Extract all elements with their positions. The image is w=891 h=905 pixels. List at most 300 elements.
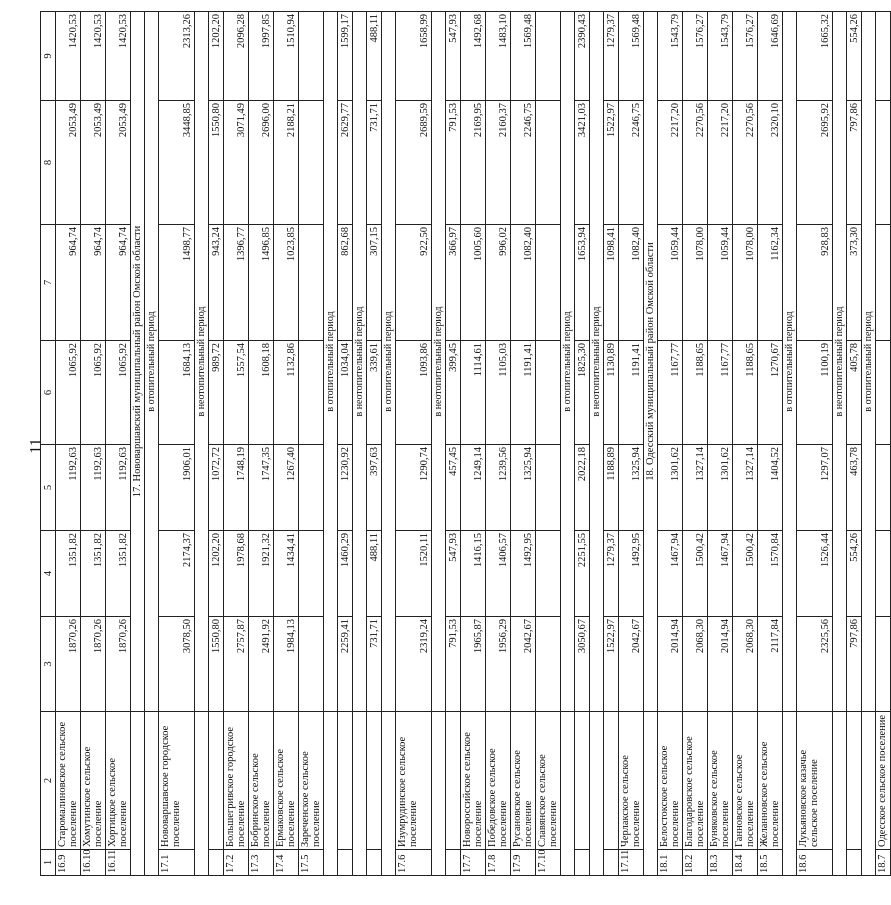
value-cell: 1825,30 [575, 341, 590, 445]
value-cell [536, 12, 561, 101]
value-cell: 1082,40 [619, 225, 644, 341]
period-label: в неотопительный период [432, 12, 446, 712]
value-cell: 2042,67 [619, 617, 644, 712]
settlement-name: Изумрудинское сельское поселение [396, 712, 432, 850]
value-cell: 1906,01 [159, 445, 195, 531]
value-cell [299, 101, 324, 225]
tariff-table [40, 11, 891, 876]
column-number: 2 [41, 712, 56, 850]
settlement-name: Зареченское сельское поселение [299, 712, 324, 850]
table-row [274, 12, 299, 876]
value-cell: 1520,11 [396, 531, 432, 617]
value-cell: 1059,44 [708, 225, 733, 341]
value-cell: 3050,67 [575, 617, 590, 712]
settlement-name: Хортицкое сельское поселение [106, 712, 131, 850]
table-row [733, 12, 758, 876]
value-cell: 1420,53 [106, 12, 131, 101]
blank-cell [862, 712, 876, 876]
column-number: 1 [41, 850, 56, 876]
value-cell: 1100,19 [797, 341, 833, 445]
blank-cell [561, 712, 575, 876]
column-number: 7 [41, 225, 56, 341]
value-cell: 1093,86 [396, 341, 432, 445]
value-cell: 1191,41 [511, 341, 536, 445]
value-cell: 1072,72 [209, 445, 224, 531]
settlement-name [847, 712, 862, 850]
row-number: 17.5 [299, 850, 324, 876]
blank-cell [324, 712, 338, 876]
value-cell: 2695,92 [797, 101, 833, 225]
value-cell: 1327,14 [733, 445, 758, 531]
table-row [159, 12, 195, 876]
settlement-name: Победовское сельское поселение [486, 712, 511, 850]
value-cell: 1325,94 [511, 445, 536, 531]
value-cell: 1921,32 [249, 531, 274, 617]
value-cell: 307,15 [367, 225, 382, 341]
column-number: 3 [41, 617, 56, 712]
value-cell: 1550,80 [209, 101, 224, 225]
row-number: 18.7 [876, 850, 891, 876]
value-cell: 1978,68 [224, 531, 249, 617]
value-cell: 339,61 [367, 341, 382, 445]
value-cell: 1065,92 [56, 341, 81, 445]
row-number: 18.2 [683, 850, 708, 876]
period-label: в отопительный период [862, 12, 876, 712]
table-row [575, 12, 590, 876]
value-cell: 1460,29 [338, 531, 353, 617]
value-cell: 1498,77 [159, 225, 195, 341]
row-number [575, 850, 590, 876]
value-cell: 1543,79 [708, 12, 733, 101]
value-cell: 2320,10 [758, 101, 783, 225]
value-cell: 1434,41 [274, 531, 299, 617]
period-label: в неотопительный период [590, 12, 604, 712]
table-row [847, 12, 862, 876]
value-cell: 1105,03 [486, 341, 511, 445]
value-cell: 964,74 [106, 225, 131, 341]
value-cell: 1500,42 [683, 531, 708, 617]
value-cell: 1249,14 [461, 445, 486, 531]
value-cell: 1420,53 [56, 12, 81, 101]
value-cell: 1270,67 [758, 341, 783, 445]
value-cell: 2068,30 [683, 617, 708, 712]
value-cell: 2188,21 [274, 101, 299, 225]
value-cell: 989,72 [209, 341, 224, 445]
settlement-name: Старомалиновское сельское поселение [56, 712, 81, 850]
period-label: в отопительный период [145, 12, 159, 712]
column-number: 9 [41, 12, 56, 101]
table-body [41, 12, 891, 876]
value-cell: 797,86 [847, 617, 862, 712]
value-cell: 1997,85 [249, 12, 274, 101]
table-row [338, 12, 353, 876]
value-cell: 2174,37 [159, 531, 195, 617]
table-row [461, 12, 486, 876]
table-row [876, 12, 891, 876]
value-cell: 1114,61 [461, 341, 486, 445]
table-row [446, 12, 461, 876]
value-cell [299, 341, 324, 445]
value-cell: 1005,60 [461, 225, 486, 341]
blank-cell [131, 712, 145, 876]
value-cell [299, 225, 324, 341]
value-cell: 373,30 [847, 225, 862, 341]
value-cell: 1747,35 [249, 445, 274, 531]
value-cell: 1557,54 [224, 341, 249, 445]
value-cell: 1984,13 [274, 617, 299, 712]
row-number [604, 850, 619, 876]
value-cell: 3071,49 [224, 101, 249, 225]
value-cell: 1191,41 [619, 341, 644, 445]
period-label: в неотопительный период [353, 12, 367, 712]
row-number: 16.10 [81, 850, 106, 876]
value-cell: 1351,82 [56, 531, 81, 617]
value-cell: 1569,48 [619, 12, 644, 101]
value-cell: 1965,87 [461, 617, 486, 712]
value-cell: 922,50 [396, 225, 432, 341]
value-cell: 2270,56 [683, 101, 708, 225]
value-cell: 1467,94 [658, 531, 683, 617]
value-cell: 2246,75 [511, 101, 536, 225]
row-number [338, 850, 353, 876]
table-row [511, 12, 536, 876]
value-cell: 1034,04 [338, 341, 353, 445]
value-cell: 1267,40 [274, 445, 299, 531]
settlement-name: Хомутинское сельское поселение [81, 712, 106, 850]
value-cell: 1167,77 [658, 341, 683, 445]
value-cell: 547,93 [446, 531, 461, 617]
settlement-name [209, 712, 224, 850]
value-cell: 2117,84 [758, 617, 783, 712]
value-cell [536, 225, 561, 341]
period-label-row [432, 12, 446, 876]
value-cell: 1230,92 [338, 445, 353, 531]
table-row [299, 12, 324, 876]
value-cell: 2014,94 [708, 617, 733, 712]
table-row [604, 12, 619, 876]
value-cell: 2689,59 [396, 101, 432, 225]
value-cell: 1202,20 [209, 531, 224, 617]
value-cell: 1500,42 [733, 531, 758, 617]
value-cell: 1290,74 [396, 445, 432, 531]
value-cell [299, 531, 324, 617]
table-row [708, 12, 733, 876]
value-cell [536, 445, 561, 531]
value-cell: 862,68 [338, 225, 353, 341]
period-label: в отопительный период [382, 12, 396, 712]
period-label-row [324, 12, 338, 876]
value-cell: 1956,29 [486, 617, 511, 712]
value-cell: 731,71 [367, 617, 382, 712]
row-number: 17.3 [249, 850, 274, 876]
row-number: 17.8 [486, 850, 511, 876]
row-number: 18.3 [708, 850, 733, 876]
value-cell: 1550,80 [209, 617, 224, 712]
table-row [658, 12, 683, 876]
value-cell: 1279,37 [604, 12, 619, 101]
settlement-name: Желанновское сельское поселение [758, 712, 783, 850]
period-label-row [561, 12, 575, 876]
value-cell: 1202,20 [209, 12, 224, 101]
row-number: 18.1 [658, 850, 683, 876]
row-number: 16.9 [56, 850, 81, 876]
row-number: 17.9 [511, 850, 536, 876]
value-cell: 1483,10 [486, 12, 511, 101]
value-cell [876, 617, 891, 712]
value-cell: 2629,77 [338, 101, 353, 225]
value-cell: 1420,53 [81, 12, 106, 101]
settlement-name [446, 712, 461, 850]
value-cell: 1132,86 [274, 341, 299, 445]
value-cell: 1351,82 [106, 531, 131, 617]
value-cell: 1188,65 [683, 341, 708, 445]
value-cell: 1496,85 [249, 225, 274, 341]
value-cell: 1167,77 [708, 341, 733, 445]
value-cell: 2014,94 [658, 617, 683, 712]
value-cell: 457,45 [446, 445, 461, 531]
settlement-name: Белостокское сельское поселение [658, 712, 683, 850]
value-cell: 1570,84 [758, 531, 783, 617]
value-cell: 2325,56 [797, 617, 833, 712]
settlement-name: Славянское сельское поселение [536, 712, 561, 850]
value-cell: 554,26 [847, 531, 862, 617]
value-cell [876, 445, 891, 531]
value-cell: 3448,85 [159, 101, 195, 225]
value-cell: 1658,99 [396, 12, 432, 101]
value-cell: 1870,26 [106, 617, 131, 712]
value-cell: 1192,63 [81, 445, 106, 531]
value-cell: 996,02 [486, 225, 511, 341]
value-cell: 1684,13 [159, 341, 195, 445]
period-label-row [833, 12, 847, 876]
settlement-name [575, 712, 590, 850]
settlement-name [604, 712, 619, 850]
period-label: в отопительный период [324, 12, 338, 712]
value-cell: 1522,97 [604, 101, 619, 225]
value-cell: 1492,95 [511, 531, 536, 617]
value-cell: 2053,49 [56, 101, 81, 225]
table-row [396, 12, 432, 876]
settlement-name: Новороссийское сельское поселение [461, 712, 486, 850]
row-number: 17.11 [619, 850, 644, 876]
value-cell: 1239,56 [486, 445, 511, 531]
value-cell [876, 225, 891, 341]
table-row [536, 12, 561, 876]
value-cell: 2169,95 [461, 101, 486, 225]
column-number-row [41, 12, 56, 876]
column-number: 8 [41, 101, 56, 225]
table-row [758, 12, 783, 876]
blank-cell [145, 712, 159, 876]
value-cell: 1467,94 [708, 531, 733, 617]
period-label: в неотопительный период [195, 12, 209, 712]
value-cell: 1059,44 [658, 225, 683, 341]
value-cell: 2160,37 [486, 101, 511, 225]
table-row [81, 12, 106, 876]
settlement-name: Бобринское сельское поселение [249, 712, 274, 850]
settlement-name: Благодаровское сельское поселение [683, 712, 708, 850]
blank-cell [195, 712, 209, 876]
value-cell: 2390,43 [575, 12, 590, 101]
column-number: 5 [41, 445, 56, 531]
period-label: в неотопительный период [833, 12, 847, 712]
value-cell: 1325,94 [619, 445, 644, 531]
table-row [224, 12, 249, 876]
value-cell: 1748,19 [224, 445, 249, 531]
row-number [847, 850, 862, 876]
value-cell: 1078,00 [733, 225, 758, 341]
value-cell: 1404,52 [758, 445, 783, 531]
row-number [209, 850, 224, 876]
blank-cell [382, 712, 396, 876]
value-cell: 1653,94 [575, 225, 590, 341]
value-cell: 1492,68 [461, 12, 486, 101]
page-number: 11 [27, 438, 45, 454]
value-cell: 1396,77 [224, 225, 249, 341]
value-cell: 1406,57 [486, 531, 511, 617]
value-cell: 2217,20 [708, 101, 733, 225]
value-cell: 797,86 [847, 101, 862, 225]
section-heading-row [644, 12, 658, 876]
period-label-row [145, 12, 159, 876]
section-heading: 18. Одесский муниципальный район Омской области [644, 12, 658, 712]
table-row [619, 12, 644, 876]
value-cell: 964,74 [81, 225, 106, 341]
value-cell: 1130,89 [604, 341, 619, 445]
section-heading: 17. Нововаршавский муниципальный район Омской области [131, 12, 145, 712]
table-row [106, 12, 131, 876]
table-row [56, 12, 81, 876]
value-cell: 2313,26 [159, 12, 195, 101]
value-cell: 1576,27 [683, 12, 708, 101]
period-label-row [353, 12, 367, 876]
blank-cell [432, 712, 446, 876]
blank-cell [590, 712, 604, 876]
value-cell: 1526,44 [797, 531, 833, 617]
period-label: в отопительный период [561, 12, 575, 712]
value-cell: 3078,50 [159, 617, 195, 712]
value-cell: 3421,03 [575, 101, 590, 225]
value-cell: 2053,49 [106, 101, 131, 225]
table-row [249, 12, 274, 876]
value-cell: 2270,56 [733, 101, 758, 225]
settlement-name: Большегривское городское поселение [224, 712, 249, 850]
column-number: 4 [41, 531, 56, 617]
value-cell: 397,63 [367, 445, 382, 531]
value-cell [536, 617, 561, 712]
table-row [209, 12, 224, 876]
value-cell: 2246,75 [619, 101, 644, 225]
table-row [683, 12, 708, 876]
row-number: 16.11 [106, 850, 131, 876]
blank-cell [644, 712, 658, 876]
value-cell [876, 101, 891, 225]
value-cell: 1522,97 [604, 617, 619, 712]
value-cell: 791,53 [446, 617, 461, 712]
value-cell: 2053,49 [81, 101, 106, 225]
period-label: в отопительный период [783, 12, 797, 712]
value-cell: 1492,95 [619, 531, 644, 617]
value-cell: 1188,65 [733, 341, 758, 445]
value-cell: 463,78 [847, 445, 862, 531]
value-cell: 2068,30 [733, 617, 758, 712]
value-cell: 1665,32 [797, 12, 833, 101]
value-cell: 1870,26 [56, 617, 81, 712]
settlement-name: Нововаршавское городское поселение [159, 712, 195, 850]
value-cell: 1065,92 [81, 341, 106, 445]
section-heading-row [131, 12, 145, 876]
value-cell: 943,24 [209, 225, 224, 341]
value-cell: 1301,62 [658, 445, 683, 531]
value-cell: 1279,37 [604, 531, 619, 617]
value-cell: 554,26 [847, 12, 862, 101]
row-number [367, 850, 382, 876]
row-number: 18.4 [733, 850, 758, 876]
value-cell: 1576,27 [733, 12, 758, 101]
value-cell: 399,45 [446, 341, 461, 445]
settlement-name [367, 712, 382, 850]
value-cell: 1065,92 [106, 341, 131, 445]
value-cell: 488,11 [367, 12, 382, 101]
row-number: 18.6 [797, 850, 833, 876]
period-label-row [195, 12, 209, 876]
value-cell: 1297,07 [797, 445, 833, 531]
rotated-table-sheet [40, 12, 888, 876]
table-row [797, 12, 833, 876]
value-cell: 1646,69 [758, 12, 783, 101]
value-cell: 1098,41 [604, 225, 619, 341]
value-cell: 2259,41 [338, 617, 353, 712]
row-number: 17.10 [536, 850, 561, 876]
value-cell [536, 341, 561, 445]
value-cell [299, 445, 324, 531]
value-cell: 1608,18 [249, 341, 274, 445]
value-cell [299, 12, 324, 101]
value-cell: 1416,15 [461, 531, 486, 617]
value-cell: 1569,48 [511, 12, 536, 101]
blank-cell [783, 712, 797, 876]
value-cell: 547,93 [446, 12, 461, 101]
value-cell [876, 531, 891, 617]
row-number: 17.7 [461, 850, 486, 876]
period-label-row [862, 12, 876, 876]
row-number: 18.5 [758, 850, 783, 876]
value-cell [536, 101, 561, 225]
value-cell: 2251,55 [575, 531, 590, 617]
value-cell: 1078,00 [683, 225, 708, 341]
value-cell: 1510,94 [274, 12, 299, 101]
row-number: 17.1 [159, 850, 195, 876]
period-label-row [590, 12, 604, 876]
blank-cell [833, 712, 847, 876]
value-cell: 2491,92 [249, 617, 274, 712]
settlement-name: Ганновское сельское поселение [733, 712, 758, 850]
value-cell: 2319,24 [396, 617, 432, 712]
settlement-name: Русановское сельское поселение [511, 712, 536, 850]
value-cell: 1543,79 [658, 12, 683, 101]
value-cell: 1162,34 [758, 225, 783, 341]
value-cell: 2022,18 [575, 445, 590, 531]
value-cell: 1192,63 [56, 445, 81, 531]
value-cell [876, 12, 891, 101]
period-label-row [382, 12, 396, 876]
row-number: 17.2 [224, 850, 249, 876]
value-cell: 2757,87 [224, 617, 249, 712]
settlement-name: Буняковское сельское поселение [708, 712, 733, 850]
value-cell: 791,53 [446, 101, 461, 225]
value-cell [876, 341, 891, 445]
settlement-name: Ермаковское сельское поселение [274, 712, 299, 850]
